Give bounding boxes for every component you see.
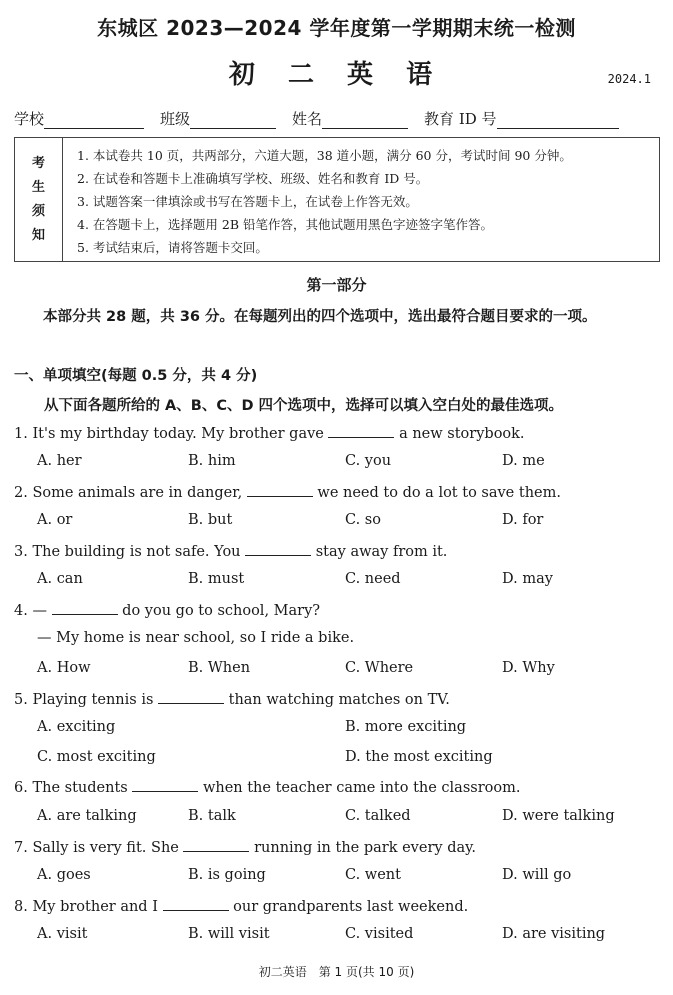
notice-item: 4. 在答题卡上，选择题用 2B 铅笔作答，其他试题用黑色字迹签字笔作答。 xyxy=(77,217,493,232)
option-c[interactable]: C. most exciting xyxy=(37,749,156,765)
section-instruction: 从下面各题所给的 A、B、C、D 四个选项中，选择可以填入空白处的最佳选项。 xyxy=(44,398,564,414)
option-a[interactable]: A. are talking xyxy=(37,808,137,824)
option-d[interactable]: D. me xyxy=(502,453,545,469)
name-label: 姓名 xyxy=(292,110,323,128)
question-6: 6. The students when the teacher came into the classroom. xyxy=(14,780,521,796)
option-c[interactable]: C. talked xyxy=(345,808,411,824)
page-footer: 初二英语 第 1 页(共 10 页) xyxy=(258,965,415,979)
class-label: 班级 xyxy=(160,110,191,128)
answer-blank xyxy=(52,601,118,615)
question-7-options xyxy=(0,867,673,889)
notice-item: 3. 试题答案一律填涂或书写在答题卡上，在试卷上作答无效。 xyxy=(77,194,418,209)
question-1: 1. It's my birthday today. My brother gave a new storybook. xyxy=(14,426,525,442)
exam-notice-box xyxy=(14,137,660,262)
option-d[interactable]: D. the most exciting xyxy=(345,749,493,765)
option-c[interactable]: C. need xyxy=(345,571,401,587)
answer-blank xyxy=(245,542,311,556)
option-c[interactable]: C. went xyxy=(345,867,401,883)
part-title: 第一部分 xyxy=(306,276,367,294)
part-intro: 本部分共 28 题，共 36 分。在每题列出的四个选项中，选出最符合题目要求的一项。 xyxy=(43,309,597,325)
school-field[interactable] xyxy=(44,112,144,129)
notice-heading: 考 生 须 知 xyxy=(15,138,63,261)
option-c[interactable]: C. Where xyxy=(345,660,414,676)
notice-item: 1. 本试卷共 10 页，共两部分，六道大题，38 道小题，满分 60 分，考试时间 90 分钟。 xyxy=(77,148,572,163)
question-3-options xyxy=(0,571,673,593)
answer-blank xyxy=(158,690,224,704)
question-5: 5. Playing tennis is than watching matches on TV. xyxy=(14,692,450,708)
question-6-options xyxy=(0,808,673,830)
question-2-options xyxy=(0,512,673,534)
section-title: 一、单项填空(每题 0.5 分，共 4 分) xyxy=(14,368,258,384)
edu-id-field[interactable] xyxy=(497,112,619,129)
answer-blank xyxy=(163,897,229,911)
option-c[interactable]: C. visited xyxy=(345,926,414,942)
question-8: 8. My brother and I our grandparents last weekend. xyxy=(14,899,469,915)
student-info-row xyxy=(14,108,662,129)
option-b[interactable]: B. more exciting xyxy=(345,719,467,735)
school-label: 学校 xyxy=(14,110,45,128)
option-c[interactable]: C. so xyxy=(345,512,381,528)
notice-item: 2. 在试卷和答题卡上准确填写学校、班级、姓名和教育 ID 号。 xyxy=(77,171,429,186)
notice-item: 5. 考试结束后，请将答题卡交回。 xyxy=(77,240,268,255)
option-b[interactable]: B. talk xyxy=(188,808,236,824)
question-7: 7. Sally is very fit. She running in the park every day. xyxy=(14,840,476,856)
option-a[interactable]: A. visit xyxy=(37,926,88,942)
question-3: 3. The building is not safe. You stay away from it. xyxy=(14,544,448,560)
question-1-options xyxy=(0,453,673,475)
exam-title: 东城区 2023—2024 学年度第一学期期末统一检测 xyxy=(97,16,576,40)
question-4: 4. — do you go to school, Mary? xyxy=(14,603,321,619)
option-b[interactable]: B. is going xyxy=(188,867,266,883)
answer-blank xyxy=(132,778,198,792)
option-d[interactable]: D. for xyxy=(502,512,544,528)
answer-blank xyxy=(247,483,313,497)
option-d[interactable]: D. may xyxy=(502,571,553,587)
option-d[interactable]: D. are visiting xyxy=(502,926,606,942)
question-4-reply: — My home is near school, so I ride a bike. xyxy=(37,630,355,646)
option-d[interactable]: D. were talking xyxy=(502,808,615,824)
name-field[interactable] xyxy=(322,112,408,129)
option-a[interactable]: A. exciting xyxy=(37,719,116,735)
subject-title: 初 二 英 语 xyxy=(228,60,445,90)
answer-blank xyxy=(328,424,394,438)
notice-items xyxy=(63,138,659,261)
answer-blank xyxy=(183,838,249,852)
option-b[interactable]: B. must xyxy=(188,571,245,587)
option-d[interactable]: D. Why xyxy=(502,660,555,676)
option-a[interactable]: A. goes xyxy=(37,867,91,883)
option-a[interactable]: A. can xyxy=(37,571,83,587)
option-b[interactable]: B. but xyxy=(188,512,233,528)
option-b[interactable]: B. will visit xyxy=(188,926,270,942)
option-b[interactable]: B. When xyxy=(188,660,251,676)
option-d[interactable]: D. will go xyxy=(502,867,572,883)
question-2: 2. Some animals are in danger, we need to do a lot to save them. xyxy=(14,485,561,501)
edu-id-label: 教育 ID 号 xyxy=(424,110,497,128)
question-4-options xyxy=(0,660,673,682)
option-a[interactable]: A. or xyxy=(37,512,73,528)
exam-date: 2024.1 xyxy=(607,72,651,86)
question-5-options-row2 xyxy=(0,749,673,771)
option-a[interactable]: A. How xyxy=(37,660,91,676)
class-field[interactable] xyxy=(190,112,276,129)
option-c[interactable]: C. you xyxy=(345,453,392,469)
question-5-options-row1 xyxy=(0,719,673,741)
option-a[interactable]: A. her xyxy=(37,453,82,469)
option-b[interactable]: B. him xyxy=(188,453,236,469)
question-8-options xyxy=(0,926,673,948)
